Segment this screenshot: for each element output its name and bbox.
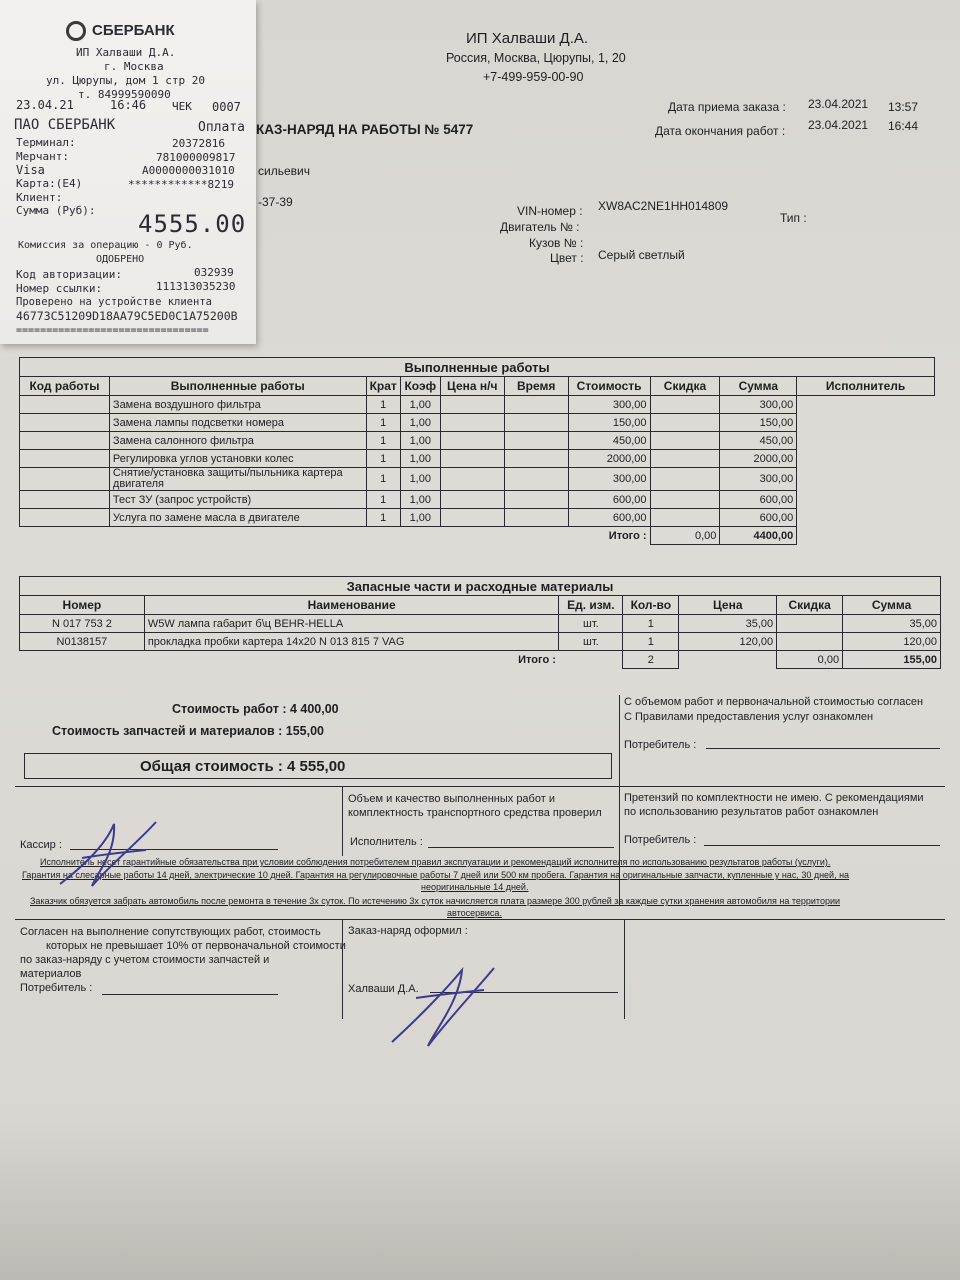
receipt-auth: 032939 [194, 266, 234, 279]
work-krat: 1 [366, 468, 400, 491]
parts-total-sum: 155,00 [843, 651, 941, 669]
issued-label: Заказ-наряд оформил : [348, 925, 468, 937]
work-sum: 150,00 [720, 414, 797, 432]
receipt-terminal: 20372816 [172, 137, 225, 150]
signature-line [102, 994, 278, 995]
company-phone: +7-499-959-00-90 [483, 70, 584, 84]
works-header: Исполнитель [797, 377, 935, 396]
work-name: Тест ЗУ (запрос устройств) [109, 491, 366, 509]
receipt-auth-label: Код авторизации: [16, 268, 122, 281]
part-unit: шт. [559, 633, 623, 651]
parts-table [19, 576, 941, 669]
parts-total-row [20, 651, 941, 669]
works-total-discount: 0,00 [650, 527, 720, 545]
extra-works-text-1: Согласен на выполнение сопутствующих работ, стоимость [20, 926, 321, 938]
extra-works-text-2: которых не превышает 10% от первоначальной стоимости [46, 940, 346, 952]
claims-text-2: по использованию результатов работ ознакомлен [624, 806, 879, 818]
consumer-label-claims: Потребитель : [624, 834, 697, 846]
table-row [20, 414, 935, 432]
part-unit: шт. [559, 615, 623, 633]
payment-receipt [0, 0, 256, 344]
divider [624, 919, 625, 1019]
work-cost: 300,00 [568, 396, 650, 414]
extra-works-text-4: материалов [20, 968, 82, 980]
part-sum: 120,00 [843, 633, 941, 651]
receipt-visa-label: Visa [16, 163, 45, 177]
part-name: W5W лампа габарит б\ц BEHR-HELLA [144, 615, 559, 633]
receipt-city: г. Москва [104, 60, 164, 73]
extra-works-text-3: по заказ-наряду с учетом стоимости запчастей и [20, 954, 270, 966]
vin-value: XW8AC2NE1HH014809 [598, 199, 729, 213]
receipt-verified: Проверено на устройстве клиента [16, 296, 212, 308]
warranty-text-3: неоригинальные 14 дней. [421, 882, 529, 892]
accept-date-label: Дата приема заказа : [668, 100, 786, 114]
paper-shadow [0, 1120, 960, 1280]
quality-text-1: Объем и качество выполненных работ и [348, 793, 555, 805]
works-cost-summary: Стоимость работ : 4 400,00 [172, 702, 339, 716]
work-krat: 1 [366, 432, 400, 450]
table-row [20, 633, 941, 651]
warranty-text-2: Гарантия на слесарные работы 14 дней, электрические 10 дней. Гарантия на регулировочные работы 7 дней или 500 км пробега. Гарантия на оригинальные запчасти, купленные у нас, 30 дней, на [22, 870, 850, 880]
part-qty: 1 [623, 615, 679, 633]
consumer-label-top: Потребитель : [624, 739, 697, 751]
company-name: ИП Халваши Д.А. [466, 30, 589, 47]
pickup-text-1: Заказчик обязуется забрать автомобиль после ремонта в течение 3х суток. По истечению 3х суток начисляется плата размере 300 рублей за каждые сутки хранения автомобиля на территории [30, 896, 841, 906]
parts-header: Скидка [777, 596, 843, 615]
works-total-sum: 4400,00 [720, 527, 797, 545]
color-label: Цвет : [550, 251, 584, 265]
work-sum: 450,00 [720, 432, 797, 450]
parts-total-discount: 0,00 [777, 651, 843, 669]
table-row [20, 432, 935, 450]
client-name-partial: сильевич [258, 164, 310, 178]
receipt-merchant: 781000009817 [156, 151, 236, 164]
pickup-text-2: автосервиса. [447, 908, 502, 918]
part-qty: 1 [623, 633, 679, 651]
receipt-terminal-label: Терминал: [16, 136, 76, 149]
parts-header-row [20, 596, 941, 615]
work-koef: 1,00 [400, 396, 440, 414]
cashier-signature-icon [56, 814, 166, 894]
work-sum: 300,00 [720, 396, 797, 414]
parts-title: Запасные части и расходные материалы [20, 577, 941, 596]
receipt-card-label: Карта:(E4) [16, 177, 83, 190]
table-row [20, 491, 935, 509]
sberbank-logo-icon [66, 21, 86, 41]
type-label: Тип : [780, 211, 807, 225]
works-header-row [20, 377, 935, 396]
work-koef: 1,00 [400, 509, 440, 527]
receipt-client-label: Клиент: [16, 191, 63, 204]
accept-time: 13:57 [888, 100, 919, 114]
warranty-text-1: Исполнитель несет гарантийные обязательства при условии соблюдения потребителем правил эксплуатации и рекомендаций исполнителя по использованию результатов работы (услуги). [40, 857, 831, 867]
vin-label: VIN-номер : [517, 204, 583, 218]
receipt-separator: ================================ [16, 325, 209, 336]
agree-text-1: С объемом работ и первоначальной стоимостью согласен [624, 696, 924, 708]
work-krat: 1 [366, 414, 400, 432]
work-krat: 1 [366, 491, 400, 509]
receipt-ref-label: Номер ссылки: [16, 282, 103, 295]
issuer-name: Халваши Д.А. [348, 983, 419, 995]
divider [15, 919, 945, 920]
divider [342, 786, 343, 856]
receipt-ref: 111313035230 [156, 280, 236, 293]
part-number: N 017 753 2 [20, 615, 145, 633]
divider [15, 786, 945, 787]
works-total-label: Итого : [608, 529, 647, 542]
issuer-signature-icon [384, 962, 504, 1052]
work-koef: 1,00 [400, 468, 440, 491]
consumer-label-bottom: Потребитель : [20, 982, 93, 994]
works-header: Коэф [400, 377, 440, 396]
receipt-hash: 46773C51209D18AA79C5ED0C1A75200B [16, 309, 238, 323]
parts-header: Цена [679, 596, 777, 615]
receipt-check-no: 0007 [212, 100, 241, 114]
end-date: 23.04.2021 [808, 118, 869, 132]
signature-line [706, 748, 940, 749]
parts-header: Наименование [144, 596, 559, 615]
receipt-merchant-name: ИП Халваши Д.А. [76, 46, 176, 59]
parts-header: Номер [20, 596, 145, 615]
signature-line [428, 847, 614, 848]
work-name: Замена лампы подсветки номера [109, 414, 366, 432]
total-cost: Общая стоимость : 4 555,00 [140, 758, 346, 775]
work-krat: 1 [366, 450, 400, 468]
parts-total-label: Итого : [518, 653, 556, 666]
parts-header: Кол-во [623, 596, 679, 615]
receipt-bank: ПАО СБЕРБАНК [14, 117, 116, 133]
receipt-date: 23.04.21 [16, 98, 74, 112]
work-name: Снятие/установка защиты/пыльника картера двигателя [109, 468, 366, 491]
receipt-time: 16:46 [110, 98, 147, 112]
color-value: Серый светлый [598, 248, 685, 262]
work-cost: 450,00 [568, 432, 650, 450]
part-number: N0138157 [20, 633, 145, 651]
parts-total-qty: 2 [623, 651, 679, 669]
body-label: Кузов № : [529, 236, 584, 250]
work-sum: 300,00 [720, 468, 797, 491]
works-header: Крат [366, 377, 400, 396]
work-cost: 300,00 [568, 468, 650, 491]
work-name: Услуга по замене масла в двигателе [109, 509, 366, 527]
works-table [19, 357, 935, 545]
receipt-operation: Оплата [198, 120, 245, 135]
part-price: 120,00 [679, 633, 777, 651]
receipt-merchant-label: Мерчант: [16, 150, 69, 163]
work-name: Замена салонного фильтра [109, 432, 366, 450]
work-koef: 1,00 [400, 491, 440, 509]
works-header: Выполненные работы [109, 377, 366, 396]
works-title: Выполненные работы [20, 358, 935, 377]
table-row [20, 509, 935, 527]
work-koef: 1,00 [400, 414, 440, 432]
works-header: Время [504, 377, 568, 396]
work-cost: 150,00 [568, 414, 650, 432]
work-sum: 2000,00 [720, 450, 797, 468]
parts-cost-summary: Стоимость запчастей и материалов : 155,00 [52, 724, 325, 738]
divider [342, 919, 343, 1019]
receipt-approved: ОДОБРЕНО [96, 254, 145, 265]
agree-text-2: С Правилами предоставления услуг ознакомлен [624, 711, 874, 723]
claims-text-1: Претензий по комплектности не имею. С рекомендациями [624, 792, 924, 804]
end-date-label: Дата окончания работ : [655, 124, 786, 138]
work-cost: 600,00 [568, 491, 650, 509]
receipt-address: ул. Цюрупы, дом 1 стр 20 [46, 74, 205, 87]
receipt-check-label: ЧЕК [172, 100, 192, 113]
table-row [20, 615, 941, 633]
works-header: Цена н/ч [440, 377, 504, 396]
quality-text-2: комплектность транспортного средства проверил [348, 807, 602, 819]
part-price: 35,00 [679, 615, 777, 633]
table-row [20, 468, 935, 491]
work-koef: 1,00 [400, 432, 440, 450]
work-krat: 1 [366, 396, 400, 414]
work-sum: 600,00 [720, 491, 797, 509]
engine-label: Двигатель № : [500, 220, 580, 234]
works-total-row [20, 527, 935, 545]
parts-header: Ед. изм. [559, 596, 623, 615]
end-time: 16:44 [888, 119, 919, 133]
receipt-sum-label: Сумма (Руб): [16, 204, 96, 217]
client-phone-partial: -37-39 [258, 195, 293, 209]
receipt-sum: 4555.00 [138, 210, 247, 238]
table-row [20, 450, 935, 468]
works-header: Скидка [650, 377, 720, 396]
company-address: Россия, Москва, Цюрупы, 1, 20 [446, 51, 626, 65]
bank-logo-text: СБЕРБАНК [92, 22, 175, 39]
works-header: Сумма [720, 377, 797, 396]
work-koef: 1,00 [400, 450, 440, 468]
work-name: Регулировка углов установки колес [109, 450, 366, 468]
receipt-aid: A0000000031010 [142, 164, 235, 177]
work-cost: 600,00 [568, 509, 650, 527]
executor-label: Исполнитель : [350, 836, 423, 848]
accept-date: 23.04.2021 [808, 97, 869, 111]
order-title: КАЗ-НАРЯД НА РАБОТЫ № 5477 [256, 122, 474, 137]
cashier-label: Кассир : [20, 839, 62, 851]
receipt-commission: Комиссия за операцию - 0 Руб. [18, 240, 193, 251]
work-krat: 1 [366, 509, 400, 527]
work-sum: 600,00 [720, 509, 797, 527]
part-name: прокладка пробки картера 14x20 N 013 815 7 VAG [144, 633, 559, 651]
receipt-card: ************8219 [128, 178, 234, 191]
signature-line [704, 845, 940, 846]
work-name: Замена воздушного фильтра [109, 396, 366, 414]
part-sum: 35,00 [843, 615, 941, 633]
receipt-phone: т. 84999590090 [78, 88, 171, 101]
works-header: Стоимость [568, 377, 650, 396]
works-header: Код работы [20, 377, 110, 396]
work-cost: 2000,00 [568, 450, 650, 468]
parts-header: Сумма [843, 596, 941, 615]
table-row [20, 396, 935, 414]
